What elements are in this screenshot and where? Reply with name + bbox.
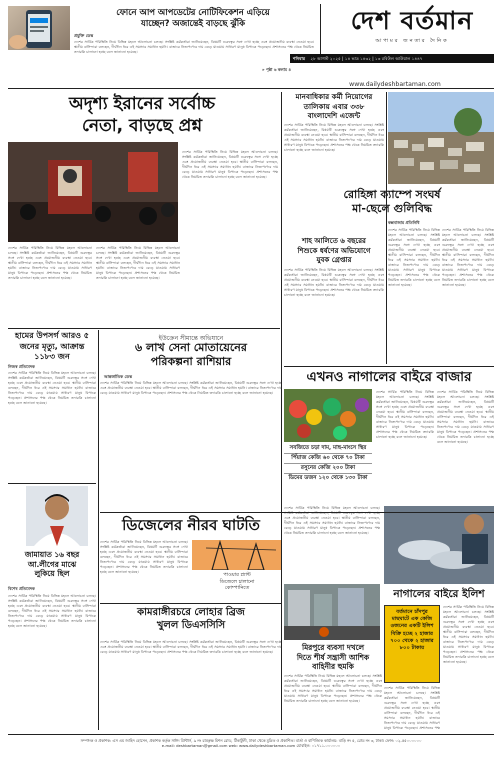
bazar-body-left: দেশের সার্বিক পরিস্থিতি নিয়ে বিভিন্ন মহলে আলোচনা চলছে। সংশ্লিষ্ট কর্মকর্তারা জানিয়েছেন, বিষয়টি গুরুত্বের সঙ্গে দেখা হচ্ছে এবং প্রয়োজনীয় ব্যবস্থা নেওয়া হবে। স্থানীয় বাসিন্দারা বলছেন, দীর্ঘদিন ধরে এই সমস্যার সমাধান হয়নি। বাজারে নিত্যপণ্যের দাম বেড়ে যাওয়ায় সাধারণ মানুষ বিপাকে পড়েছেন। প্রশাসনের পক্ষ থেকে নিয়মিত তদারকি চালানো হচ্ছে বলে জানানো হয়েছে। <box>376 390 434 439</box>
russia-line2: পরিকল্পনা রাশিয়ার <box>150 355 232 368</box>
minister-body: দেশের সার্বিক পরিস্থিতি নিয়ে বিভিন্ন মহলে আলোচনা চলছে। সংশ্লিষ্ট কর্মকর্তারা জানিয়েছেন, বিষয়টি গুরুত্বের সঙ্গে দেখা হচ্ছে এবং প্রয়োজনীয় ব্যবস্থা নেওয়া হবে। স্থানীয় বাসিন্দারা বলছেন, দীর্ঘদিন ধরে এই সমস্যার সমাধান হয়নি। বাজারে নিত্যপণ্যের দাম বেড়ে যাওয়ায় সাধারণ মানুষ বিপাকে পড়েছেন। প্রশাসনের পক্ষ থেকে নিয়মিত তদারকি চালানো হচ্ছে বলে জানানো হয়েছে। <box>284 123 384 152</box>
hilsa-box-line2: মাছঘাটে এক কেজি <box>391 616 433 623</box>
dateline-day: শনিবার <box>293 56 306 61</box>
teaser-headline[interactable] <box>74 7 312 29</box>
hilsa-box-line4: বিক্রি হচ্ছে ২ হাজার <box>391 630 433 637</box>
iran-body-right: দেশের সার্বিক পরিস্থিতি নিয়ে বিভিন্ন মহলে আলোচনা চলছে। সংশ্লিষ্ট কর্মকর্তারা জানিয়েছেন, বিষয়টি গুরুত্বের সঙ্গে দেখা হচ্ছে এবং প্রয়োজনীয় ব্যবস্থা নেওয়া হবে। স্থানীয় বাসিন্দারা বলছেন, দীর্ঘদিন ধরে এই সমস্যার সমাধান হয়নি। বাজারে নিত্যপণ্যের দাম বেড়ে যাওয়ায় সাধারণ মানুষ বিপাকে পড়েছেন। প্রশাসনের পক্ষ থেকে নিয়মিত তদারকি চালানো হচ্ছে বলে জানানো হয়েছে। <box>182 150 278 179</box>
veg-caption-4: ডিমের ডজন ১২০ থেকে ১৩০ টাকা <box>288 475 368 481</box>
col-divider-1 <box>98 330 99 730</box>
vegetable-photo <box>284 389 372 442</box>
rohingya-body-right: দেশের সার্বিক পরিস্থিতি নিয়ে বিভিন্ন মহলে আলোচনা চলছে। সংশ্লিষ্ট কর্মকর্তারা জানিয়েছেন, বিষয়টি গুরুত্বের সঙ্গে দেখা হচ্ছে এবং প্রয়োজনীয় ব্যবস্থা নেওয়া হবে। স্থানীয় বাসিন্দারা বলছেন, দীর্ঘদিন ধরে এই সমস্যার সমাধান হয়নি। বাজারে নিত্যপণ্যের দাম বেড়ে যাওয়ায় সাধারণ মানুষ বিপাকে পড়েছেন। প্রশাসনের পক্ষ থেকে নিয়মিত তদারকি চালানো হচ্ছে বলে জানানো হয়েছে। <box>442 228 494 287</box>
power-caption-3: কোম্পানিতে <box>224 585 250 591</box>
measles-body: দেশের সার্বিক পরিস্থিতি নিয়ে বিভিন্ন মহলে আলোচনা চলছে। সংশ্লিষ্ট কর্মকর্তারা জানিয়েছেন, বিষয়টি গুরুত্বের সঙ্গে দেখা হচ্ছে এবং প্রয়োজনীয় ব্যবস্থা নেওয়া হবে। স্থানীয় বাসিন্দারা বলছেন, দীর্ঘদিন ধরে এই সমস্যার সমাধান হয়নি। বাজারে নিত্যপণ্যের দাম বেড়ে যাওয়ায় সাধারণ মানুষ বিপাকে পড়েছেন। প্রশাসনের পক্ষ থেকে নিয়মিত তদারকি চালানো হচ্ছে বলে জানানো হয়েছে। <box>8 371 96 405</box>
hilsa-headline[interactable]: নাগালের বাইরে ইলিশ <box>393 588 485 600</box>
russia-reporter: আন্তর্জাতিক ডেস্ক <box>104 374 132 379</box>
iran-headline[interactable] <box>8 93 276 137</box>
teaser-phone-photo <box>8 6 70 50</box>
rohingya-camp-photo <box>388 92 494 184</box>
mid-divider-2 <box>284 366 494 367</box>
jamaat-line3: লুকিয়ে ছিল <box>34 569 70 578</box>
bridge-headline[interactable] <box>100 606 282 632</box>
iran-headline-line2: নেতা, বাড়ছে প্রশ্ন <box>81 116 203 136</box>
minister-line2: তালিকায় এবার ৩৩৮ <box>303 101 365 111</box>
mid-divider-1 <box>8 328 280 329</box>
mid-divider-4 <box>100 603 282 604</box>
pylon-illustration <box>192 540 282 570</box>
minister-line1: মানবাধিকার কর্মী নিয়োগের <box>295 92 373 101</box>
russia-body: দেশের সার্বিক পরিস্থিতি নিয়ে বিভিন্ন মহলে আলোচনা চলছে। সংশ্লিষ্ট কর্মকর্তারা জানিয়েছেন, বিষয়টি গুরুত্বের সঙ্গে দেখা হচ্ছে এবং প্রয়োজনীয় ব্যবস্থা নেওয়া হবে। স্থানীয় বাসিন্দারা বলছেন, দীর্ঘদিন ধরে এই সমস্যার সমাধান হয়নি। বাজারে নিত্যপণ্যের দাম বেড়ে যাওয়ায় সাধারণ মানুষ বিপাকে পড়েছেন। প্রশাসনের পক্ষ থেকে নিয়মিত তদারকি চালানো হচ্ছে বলে জানানো হয়েছে। <box>100 381 282 395</box>
power-pylon-photo <box>192 540 282 570</box>
rohingya-reporter: কক্সবাজার প্রতিনিধি <box>388 220 420 225</box>
measles-headline[interactable]: হামের উপসর্গ আরও ৫ জনের মৃত্যু, আক্রান্ত ১১৮৩ জন <box>15 331 89 361</box>
power-caption <box>192 572 282 592</box>
teaser-continued[interactable]: » পৃষ্ঠা ৬ কলাম ৪ <box>262 67 291 72</box>
rohingya-body-left: দেশের সার্বিক পরিস্থিতি নিয়ে বিভিন্ন মহলে আলোচনা চলছে। সংশ্লিষ্ট কর্মকর্তারা জানিয়েছেন, বিষয়টি গুরুত্বের সঙ্গে দেখা হচ্ছে এবং প্রয়োজনীয় ব্যবস্থা নেওয়া হবে। স্থানীয় বাসিন্দারা বলছেন, দীর্ঘদিন ধরে এই সমস্যার সমাধান হয়নি। বাজারে নিত্যপণ্যের দাম বেড়ে যাওয়ায় সাধারণ মানুষ বিপাকে পড়েছেন। প্রশাসনের পক্ষ থেকে নিয়মিত তদারকি চালানো হচ্ছে বলে জানানো হয়েছে। <box>388 228 440 287</box>
masthead-website[interactable]: www.dailydeshbartaman.com <box>349 81 441 88</box>
mirpur-line1: মিরপুরে ব্যবসা দখলে <box>301 643 365 652</box>
mirpur-photo <box>284 584 380 640</box>
mirpur-top-body: দেশের সার্বিক পরিস্থিতি নিয়ে বিভিন্ন মহলে আলোচনা চলছে। সংশ্লিষ্ট কর্মকর্তারা জানিয়েছেন, বিষয়টি গুরুত্বের সঙ্গে দেখা হচ্ছে এবং প্রয়োজনীয় ব্যবস্থা নেওয়া হবে। স্থানীয় বাসিন্দারা বলছেন, দীর্ঘদিন ধরে এই সমস্যার সমাধান হয়নি। বাজারে নিত্যপণ্যের দাম বেড়ে যাওয়ায় সাধারণ মানুষ বিপাকে পড়েছেন। প্রশাসনের পক্ষ থেকে নিয়মিত তদারকি চালানো হচ্ছে বলে জানানো হয়েছে। <box>284 506 380 535</box>
rohingya-line1: রোহিঙ্গা ক্যাম্পে সংঘর্ষ <box>343 188 441 201</box>
veg-caption-box <box>284 444 372 483</box>
bazar-headline[interactable]: এখনও নাগালের বাইরে বাজার <box>306 369 472 385</box>
street-illustration <box>284 584 380 640</box>
col-divider-2 <box>281 92 282 730</box>
fish-market-illustration <box>384 506 494 584</box>
hilsa-price-box <box>384 605 440 683</box>
footer-rule <box>8 734 494 735</box>
veg-caption-1: সবজিতে চড়া দাম, মাছ-মাংসে স্থির <box>284 444 372 454</box>
shah-line2: শিশুকে ধর্ষণের অভিযোগে <box>297 246 371 255</box>
jamaat-body: দেশের সার্বিক পরিস্থিতি নিয়ে বিভিন্ন মহলে আলোচনা চলছে। সংশ্লিষ্ট কর্মকর্তারা জানিয়েছেন, বিষয়টি গুরুত্বের সঙ্গে দেখা হচ্ছে এবং প্রয়োজনীয় ব্যবস্থা নেওয়া হবে। স্থানীয় বাসিন্দারা বলছেন, দীর্ঘদিন ধরে এই সমস্যার সমাধান হয়নি। বাজারে নিত্যপণ্যের দাম বেড়ে যাওয়ায় সাধারণ মানুষ বিপাকে পড়েছেন। প্রশাসনের পক্ষ থেকে নিয়মিত তদারকি চালানো হচ্ছে বলে জানানো হয়েছে। <box>8 594 96 628</box>
iran-protest-photo <box>8 142 178 242</box>
camp-illustration <box>388 92 494 184</box>
dateline-date: ২৮ আগস্ট ২০২৫ | ১৪ ভাদ্র ১৪৩২ | ১৩ রবিউল আউয়াল ১৪৪৭ <box>310 56 423 61</box>
vegetables-illustration <box>284 389 372 442</box>
hilsa-box-line1: বর্তমানে চাঁদপুর <box>396 609 428 615</box>
jamaat-line1: জামায়াত ১৬ বছর <box>24 550 80 559</box>
iran-body-mid: দেশের সার্বিক পরিস্থিতি নিয়ে বিভিন্ন মহলে আলোচনা চলছে। সংশ্লিষ্ট কর্মকর্তারা জানিয়েছেন, বিষয়টি গুরুত্বের সঙ্গে দেখা হচ্ছে এবং প্রয়োজনীয় ব্যবস্থা নেওয়া হবে। স্থানীয় বাসিন্দারা বলছেন, দীর্ঘদিন ধরে এই সমস্যার সমাধান হয়নি। বাজারে নিত্যপণ্যের দাম বেড়ে যাওয়ায় সাধারণ মানুষ বিপাকে পড়েছেন। প্রশাসনের পক্ষ থেকে নিয়মিত তদারকি চালানো হচ্ছে বলে জানানো হয়েছে। <box>96 246 180 280</box>
russia-headline[interactable] <box>100 341 282 369</box>
shah-body: দেশের সার্বিক পরিস্থিতি নিয়ে বিভিন্ন মহলে আলোচনা চলছে। সংশ্লিষ্ট কর্মকর্তারা জানিয়েছেন, বিষয়টি গুরুত্বের সঙ্গে দেখা হচ্ছে এবং প্রয়োজনীয় ব্যবস্থা নেওয়া হবে। স্থানীয় বাসিন্দারা বলছেন, দীর্ঘদিন ধরে এই সমস্যার সমাধান হয়নি। বাজারে নিত্যপণ্যের দাম বেড়ে যাওয়ায় সাধারণ মানুষ বিপাকে পড়েছেন। প্রশাসনের পক্ষ থেকে নিয়মিত তদারকি চালানো হচ্ছে বলে জানানো হয়েছে। <box>284 268 384 297</box>
power-caption-1: পাওয়ার প্ল্যান্ট <box>223 572 251 578</box>
russia-line1: ৬ লাখ সেনা মোতায়েনের <box>135 341 247 354</box>
mid-divider-5 <box>8 483 96 484</box>
veg-caption-2: পিঁয়াজ কেজি ৬০ থেকে ৭০ টাকা <box>284 454 372 464</box>
top-divider <box>8 88 494 89</box>
mirpur-line3: বাহিনীর হুমকি <box>312 662 354 671</box>
hilsa-body-right: দেশের সার্বিক পরিস্থিতি নিয়ে বিভিন্ন মহলে আলোচনা চলছে। সংশ্লিষ্ট কর্মকর্তারা জানিয়েছেন, বিষয়টি গুরুত্বের সঙ্গে দেখা হচ্ছে এবং প্রয়োজনীয় ব্যবস্থা নেওয়া হবে। স্থানীয় বাসিন্দারা বলছেন, দীর্ঘদিন ধরে এই সমস্যার সমাধান হয়নি। বাজারে নিত্যপণ্যের দাম বেড়ে যাওয়ায় সাধারণ মানুষ বিপাকে পড়েছেন। প্রশাসনের পক্ষ থেকে নিয়মিত তদারকি চালানো হচ্ছে বলে জানানো হয়েছে। <box>443 605 494 664</box>
rohingya-line2: মা-ছেলে গুলিবিদ্ধ <box>352 202 432 215</box>
mirpur-body: দেশের সার্বিক পরিস্থিতি নিয়ে বিভিন্ন মহলে আলোচনা চলছে। সংশ্লিষ্ট কর্মকর্তারা জানিয়েছেন, বিষয়টি গুরুত্বের সঙ্গে দেখা হচ্ছে এবং প্রয়োজনীয় ব্যবস্থা নেওয়া হবে। স্থানীয় বাসিন্দারা বলছেন, দীর্ঘদিন ধরে এই সমস্যার সমাধান হয়নি। বাজারে নিত্যপণ্যের দাম বেড়ে যাওয়ায় সাধারণ মানুষ বিপাকে পড়েছেন। প্রশাসনের পক্ষ থেকে নিয়মিত তদারকি চালানো হচ্ছে বলে জানানো হয়েছে। <box>284 674 382 703</box>
minister-line3: বাংলাদেশি এজেন্ট <box>307 111 361 120</box>
bridge-line2: খুলল ডিএসসিসি <box>156 620 226 631</box>
iran-headline-line1: অদৃশ্য ইরানের সর্বোচ্চ <box>68 94 216 114</box>
footer-line1: সম্পাদক ও প্রকাশক: এস এম জাহিদ হোসেন, প্রকাশক কর্তৃক সাঈদ প্রিন্টার্স, ৯ নং রামকৃষ্ণ মিশন রোড, টিকাটুলী, ঢাকা থেকে মুদ্রিত ও প্রকাশিত। বার্তা ও বাণিজ্যিক কার্যালয়: বাড়ি নং ৫, রোড নং ৩, ঢাকা। ফোন: ০২-৫৫০০০০০০ <box>80 738 422 743</box>
rohingya-headline[interactable] <box>290 188 494 216</box>
portrait-illustration <box>26 486 88 546</box>
footer-imprint <box>8 738 494 748</box>
shah-line1: শাহ আলিতে ৬ বছরের <box>302 237 366 245</box>
col-divider-3 <box>386 92 387 364</box>
jamaat-headline[interactable] <box>8 550 96 579</box>
shah-headline[interactable] <box>284 237 384 266</box>
hilsa-body-bottom: দেশের সার্বিক পরিস্থিতি নিয়ে বিভিন্ন মহলে আলোচনা চলছে। সংশ্লিষ্ট কর্মকর্তারা জানিয়েছেন, বিষয়টি গুরুত্বের সঙ্গে দেখা হচ্ছে এবং প্রয়োজনীয় ব্যবস্থা নেওয়া হবে। স্থানীয় বাসিন্দারা বলছেন, দীর্ঘদিন ধরে এই সমস্যার সমাধান হয়নি। বাজারে নিত্যপণ্যের দাম বেড়ে যাওয়ায় সাধারণ মানুষ বিপাকে পড়েছেন। প্রশাসনের পক্ষ <box>384 686 440 730</box>
minister-headline[interactable] <box>284 92 384 121</box>
hilsa-box-line3: ওজনের একটি ইলিশ <box>390 623 434 630</box>
teaser-divider <box>320 4 321 54</box>
masthead-title: দেশ বর্তমান <box>350 6 474 35</box>
diesel-body-left: দেশের সার্বিক পরিস্থিতি নিয়ে বিভিন্ন মহলে আলোচনা চলছে। সংশ্লিষ্ট কর্মকর্তারা জানিয়েছেন, বিষয়টি গুরুত্বের সঙ্গে দেখা হচ্ছে এবং প্রয়োজনীয় ব্যবস্থা নেওয়া হবে। স্থানীয় বাসিন্দারা বলছেন, দীর্ঘদিন ধরে এই সমস্যার সমাধান হয়নি। বাজারে নিত্যপণ্যের দাম বেড়ে যাওয়ায় সাধারণ মানুষ বিপাকে পড়েছেন। প্রশাসনের পক্ষ থেকে নিয়মিত তদারকি চালানো হচ্ছে বলে জানানো হয়েছে। <box>100 540 188 574</box>
footer-line2[interactable]: e-mail: deshbartaman@gmail.com web: www.dailydeshbartaman.com মোবাইল: ০১৭১১-০০০০০০ <box>161 743 341 749</box>
bridge-body: দেশের সার্বিক পরিস্থিতি নিয়ে বিভিন্ন মহলে আলোচনা চলছে। সংশ্লিষ্ট কর্মকর্তারা জানিয়েছেন, বিষয়টি গুরুত্বের সঙ্গে দেখা হচ্ছে এবং প্রয়োজনীয় ব্যবস্থা নেওয়া হবে। স্থানীয় বাসিন্দারা বলছেন, দীর্ঘদিন ধরে এই সমস্যার সমাধান হয়নি। বাজারে নিত্যপণ্যের দাম বেড়ে যাওয়ায় সাধারণ মানুষ বিপাকে পড়েছেন। প্রশাসনের পক্ষ থেকে নিয়মিত তদারকি চালানো হচ্ছে বলে জানানো হয়েছে। <box>100 640 282 654</box>
teaser-title-line2: যাচ্ছেন? অজান্তেই বাড়ছে ঝুঁকি <box>141 18 245 28</box>
mirpur-line2: দিতে শীর্ষ সন্ত্রাসী আশিক <box>296 652 370 662</box>
hilsa-box-line6: ৮০০ টাকায় <box>399 645 425 652</box>
russia-kicker: ইউক্রেন সীমান্তে অভিযানে <box>158 335 224 342</box>
power-caption-2: ডিজেলে চালানো <box>219 578 255 585</box>
jamaat-reporter: বিশেষ প্রতিবেদক <box>8 586 35 591</box>
dateline-bar <box>290 54 494 63</box>
masthead <box>330 4 494 76</box>
bridge-line1: কামরাঙ্গীরচরে লোহার ব্রিজ <box>137 607 245 618</box>
jamaat-portrait <box>26 486 88 546</box>
hilsa-photo <box>384 506 494 584</box>
protest-crowd-illustration <box>8 142 178 242</box>
shah-line3: যুবক গ্রেপ্তার <box>316 256 352 264</box>
bazar-body-right: দেশের সার্বিক পরিস্থিতি নিয়ে বিভিন্ন মহলে আলোচনা চলছে। সংশ্লিষ্ট কর্মকর্তারা জানিয়েছেন, বিষয়টি গুরুত্বের সঙ্গে দেখা হচ্ছে এবং প্রয়োজনীয় ব্যবস্থা নেওয়া হবে। স্থানীয় বাসিন্দারা বলছেন, দীর্ঘদিন ধরে এই সমস্যার সমাধান হয়নি। বাজারে নিত্যপণ্যের দাম বেড়ে যাওয়ায় সাধারণ মানুষ বিপাকে পড়েছেন। প্রশাসনের পক্ষ থেকে নিয়মিত তদারকি চালানো হচ্ছে বলে জানানো হয়েছে। <box>437 390 494 444</box>
phone-illustration <box>8 6 70 50</box>
diesel-headline[interactable]: ডিজেলের নীরব ঘাটতি <box>122 516 260 534</box>
iran-body-left: দেশের সার্বিক পরিস্থিতি নিয়ে বিভিন্ন মহলে আলোচনা চলছে। সংশ্লিষ্ট কর্মকর্তারা জানিয়েছেন, বিষয়টি গুরুত্বের সঙ্গে দেখা হচ্ছে এবং প্রয়োজনীয় ব্যবস্থা নেওয়া হবে। স্থানীয় বাসিন্দারা বলছেন, দীর্ঘদিন ধরে এই সমস্যার সমাধান হয়নি। বাজারে নিত্যপণ্যের দাম বেড়ে যাওয়ায় সাধারণ মানুষ বিপাকে পড়েছেন। প্রশাসনের পক্ষ থেকে নিয়মিত তদারকি চালানো হচ্ছে বলে জানানো হয়েছে। <box>8 246 92 280</box>
jamaat-line2: আ.লীগের মাঝে <box>27 559 77 569</box>
hilsa-box-line5: ৭০০ থেকে ২ হাজার <box>390 637 434 644</box>
mirpur-headline[interactable] <box>284 643 382 672</box>
mid-divider-3 <box>100 512 494 513</box>
masthead-tagline: আপামর জনতার দৈনিক <box>375 38 449 44</box>
teaser-section: প্রযুক্তি ডেস্ক <box>74 33 94 38</box>
teaser-title-line1: ফোনে আপ আপডেটের নোটিফিকেশন এড়িয়ে <box>116 7 270 17</box>
veg-caption-3: রসুনের কেজি ২০০ টাকা <box>284 464 372 474</box>
measles-reporter: নিজস্ব প্রতিবেদক <box>8 364 35 369</box>
teaser-body: দেশের সার্বিক পরিস্থিতি নিয়ে বিভিন্ন মহলে আলোচনা চলছে। সংশ্লিষ্ট কর্মকর্তারা জানিয়েছেন, বিষয়টি গুরুত্বের সঙ্গে দেখা হচ্ছে এবং প্রয়োজনীয় ব্যবস্থা নেওয়া হবে। স্থানীয় বাসিন্দারা বলছেন, দীর্ঘদিন ধরে এই সমস্যার সমাধান হয়নি। বাজারে নিত্যপণ্যের দাম বেড়ে যাওয়ায় সাধারণ মানুষ বিপাকে পড়েছেন। প্রশাসনের পক্ষ থেকে নিয়মিত তদারকি চালানো হচ্ছে বলে জানানো হয়েছে। <box>74 40 314 54</box>
